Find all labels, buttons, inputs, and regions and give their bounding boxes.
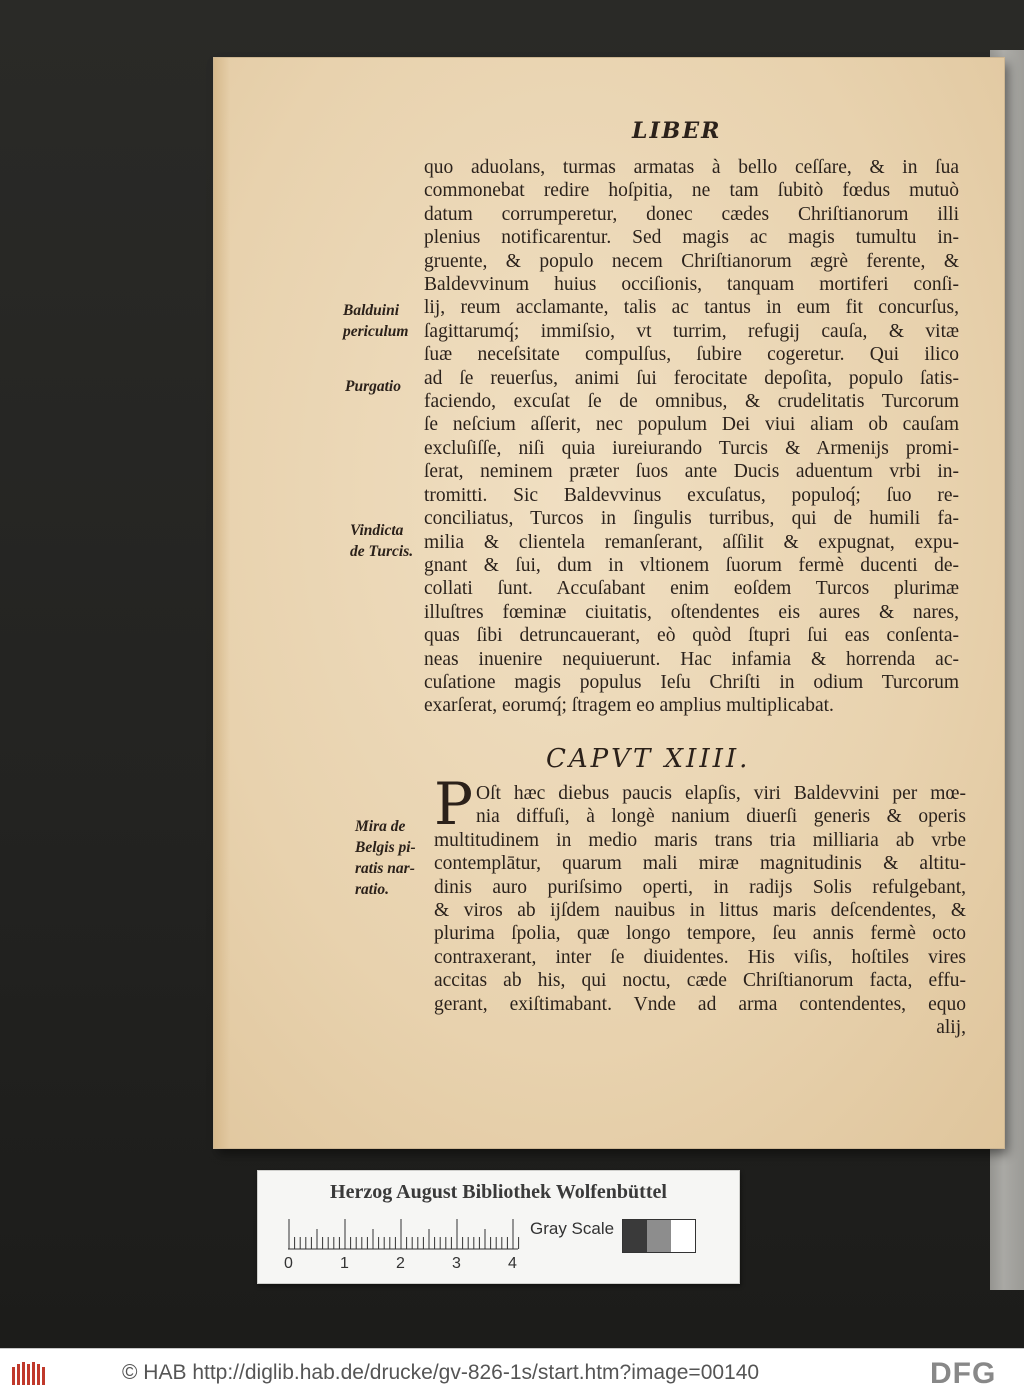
text-line: nia diffuſi, à longè nanium diuerſi generis & operis [476,806,966,828]
text-line: commonebat redire hoſpitia, ne tam ſubitò fœdus mutuò [424,180,959,202]
text-line: cuſatione magis populus Ieſu Chriſti in odium Turcorum [424,671,959,693]
margin-note-balduini [343,300,433,342]
hab-logo-icon [12,1361,112,1392]
text-line: ad ſe reuerſus, animi ſui ferocitate depoſita, populo ſatis- [424,367,959,389]
text-line: contemplātur, quarum mali miræ magnitudinis & altitu- [434,853,966,875]
text-line: faciendo, excuſat ſe de omnibus, & crudelitatis Turcorum [424,391,959,413]
ruler-number: 2 [396,1255,405,1272]
text-line: conciliatus, Turcos in ſingulis turribus, qui de humili fa- [424,508,959,530]
text-line: alij, [936,1017,966,1039]
text-line: neas inuenire nequiuerunt. Hac infamia & horrenda ac- [424,648,959,670]
text-line: exarſerat, eorumq́; ſtragem eo amplius multiplicabat. [424,695,834,717]
main-text-block [424,156,959,718]
text-line: tromitti. Sic Baldevvinus excuſatus, populoq́; ſuo re- [424,484,959,506]
viewer-footer [0,1348,1024,1399]
text-line: dinis auro puriſsimo operti, in radijs Solis refulgebant, [434,876,966,898]
text-line: quas ſibi detruncauerant, eò quòd ſtupri ſui eas conſenta- [424,625,959,647]
color-calibration-card [257,1170,740,1284]
margin-note-purgatio [345,376,435,397]
ruler-number: 3 [452,1255,461,1272]
text-line: plenius notificarentur. Sed magis ac magis tumultu in- [424,227,959,249]
text-line: gnant & ſui, dum in vltionem ſuorum fermè ducenti de- [424,554,959,576]
text-line: ſagittarumq́; immiſsio, vt turrim, refugij cauſa, & vitæ [424,320,959,342]
text-line: accitas ab his, qui noctu, cæde Chriſtianorum facta, effu- [434,970,966,992]
chapter-title: CAPVT XIIII. [546,744,751,774]
gray-swatch [647,1220,671,1252]
ruler-ticks [288,1219,520,1251]
margin-note-line: ratio. [355,881,390,898]
margin-note-line: Mira de [355,818,406,835]
gray-scale-swatches [622,1219,696,1253]
gray-swatch [623,1220,647,1252]
text-line: & viros ab ijſdem nauibus in littus maris deſcendentes, & [434,900,966,922]
text-line: gruente, & populo necem Chriſtianorum ægrè ferente, & [424,250,959,272]
text-line: ſe neſcium aſſerit, nec populum Dei viui aliam ob cauſam [424,414,959,436]
margin-note-line: ratis nar- [355,860,415,877]
ruler-number: 1 [340,1255,349,1272]
margin-note-line: de Turcis. [350,543,414,560]
margin-note-vindicta [350,520,440,562]
text-line: collati ſunt. Accuſabant enim eoſdem Turcos plurimæ [424,578,959,600]
running-head: LIBER [632,118,722,144]
text-line: plurima ſpolia, quæ longo tempore, ſeu annis fermè octo [434,923,966,945]
ruler-number: 0 [284,1255,293,1272]
text-line: datum corrumperetur, donec cædes Chriſtianorum illi [424,203,959,225]
text-line: excluſiſſe, niſi quia iureiurando Turcis & Armenijs promi- [424,437,959,459]
text-line: contraxerant, inter ſe diuidentes. His viſis, hoſtiles vires [434,946,966,968]
gray-scale-label: Gray Scale [530,1219,615,1238]
text-line: ſuæ neceſsitate compulſus, ſubire cogeretur. Qui ilico [424,344,959,366]
ruler-number: 4 [508,1255,517,1272]
text-line: milia & clientela remanſerant, aſſilit & expugnat, expu- [424,531,959,553]
dfg-logo-icon: DFG [930,1357,997,1390]
margin-note-line: Purgatio [345,378,401,395]
text-line: illuſtres fœminæ ciuitatis, oſtendentes eis aures & nares, [424,601,959,623]
card-title: Herzog August Bibliothek Wolfenbüttel [330,1181,667,1203]
gray-swatch [671,1220,695,1252]
text-line: Oſt hæc diebus paucis elapſis, viri Baldevvini per mœ- [476,783,966,804]
text-line: gerant, exiſtimabant. Vnde ad arma contendentes, equo [434,993,966,1015]
margin-note-line: Belgis pi- [355,839,416,856]
margin-note-mira [355,816,445,900]
margin-note-line: periculum [343,323,409,340]
drop-cap-initial: P [434,770,474,838]
margin-note-line: Vindicta [350,522,404,539]
margin-note-line: Balduini [343,302,399,319]
page-gutter-shadow [214,58,230,1148]
ruler-scale [288,1219,520,1251]
text-line: lij, reum acclamante, talis ac tantus in eum fit concurſus, [424,297,959,319]
copyright-url-text[interactable]: © HAB http://diglib.hab.de/drucke/gv-826-1s/start.htm?image=00140 [122,1361,760,1384]
text-line: Baldevvinum huius occiſionis, tanquam mortiferi conſi- [424,274,959,296]
text-line: ſerat, neminem præter ſuos ante Ducis aduentum vrbi in- [424,461,959,483]
text-line: quo aduolans, turmas armatas à bello ceſſare, & in ſua [424,157,959,178]
chapter-text-block [434,782,966,1039]
text-line: multitudinem in medio maris trans tria milliaria ab vrbe [434,829,966,851]
